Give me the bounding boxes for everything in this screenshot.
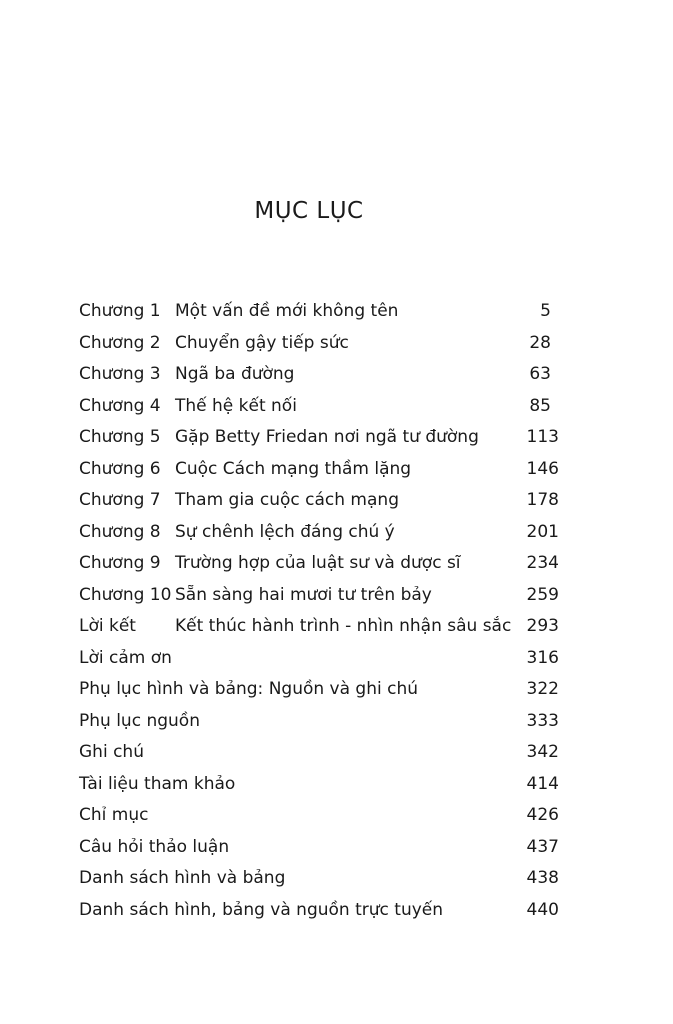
toc-entry-page: 322 xyxy=(526,679,559,699)
toc-entry-title: Sẵn sàng hai mươi tư trên bảy xyxy=(175,584,432,605)
toc-entry-page: 201 xyxy=(526,521,559,542)
toc-entry-page: 333 xyxy=(526,710,559,731)
toc-entry-page: 113 xyxy=(526,427,559,447)
toc-entry xyxy=(79,863,559,895)
toc-entry-page: 438 xyxy=(526,868,559,888)
toc-entry xyxy=(79,769,559,801)
toc-entry-page: 342 xyxy=(526,742,559,762)
toc-entry-page: 5 xyxy=(540,301,551,321)
toc-entry-title: Phụ lục nguồn xyxy=(79,710,200,731)
toc-entry-page: 28 xyxy=(529,332,551,353)
toc-entry-page: 316 xyxy=(526,647,559,668)
toc-entry-title: Trường hợp của luật sư và dược sĩ xyxy=(175,553,461,573)
toc-entry-title: Chuyển gậy tiếp sức xyxy=(175,332,349,353)
toc-entry xyxy=(79,391,559,423)
toc-entry-title: Sự chênh lệch đáng chú ý xyxy=(175,521,395,542)
toc-entry xyxy=(79,832,559,864)
table-of-contents xyxy=(79,296,559,926)
toc-entry-title: Tài liệu tham khảo xyxy=(79,773,236,794)
toc-entry-label: Chương 1 xyxy=(79,301,161,321)
toc-entry-label: Chương 9 xyxy=(79,553,161,573)
toc-entry-label: Chương 5 xyxy=(79,427,161,447)
toc-entry-title: Kết thúc hành trình - nhìn nhận sâu sắc xyxy=(175,616,512,636)
toc-entry-label: Chương 4 xyxy=(79,395,161,416)
toc-entry xyxy=(79,454,559,486)
toc-entry-page: 234 xyxy=(526,553,559,573)
toc-entry-page: 85 xyxy=(529,395,551,416)
toc-entry xyxy=(79,643,559,675)
toc-entry-page: 440 xyxy=(526,899,559,920)
toc-entry-label: Chương 3 xyxy=(79,364,161,384)
toc-entry-title: Một vấn đề mới không tên xyxy=(175,301,399,321)
toc-entry-page: 259 xyxy=(526,584,559,605)
toc-entry xyxy=(79,517,559,549)
toc-entry-title: Ngã ba đường xyxy=(175,364,295,384)
toc-entry xyxy=(79,737,559,769)
toc-entry-title: Ghi chú xyxy=(79,742,144,762)
toc-entry-label: Chương 2 xyxy=(79,332,161,353)
toc-entry-label: Chương 10 xyxy=(79,584,172,605)
toc-entry-title: Câu hỏi thảo luận xyxy=(79,836,230,857)
page-title: MỤC LỤC xyxy=(254,198,364,224)
toc-entry-title: Tham gia cuộc cách mạng xyxy=(175,490,399,510)
toc-entry-label: Chương 7 xyxy=(79,490,161,510)
toc-entry-page: 146 xyxy=(526,458,559,479)
toc-entry-title: Danh sách hình, bảng và nguồn trực tuyến xyxy=(79,899,444,920)
toc-entry-page: 437 xyxy=(526,836,559,857)
toc-entry xyxy=(79,422,559,454)
toc-entry-title: Chỉ mục xyxy=(79,805,149,825)
toc-entry xyxy=(79,580,559,612)
toc-entry-label: Chương 6 xyxy=(79,458,161,479)
toc-entry xyxy=(79,328,559,360)
toc-entry-page: 178 xyxy=(526,490,559,510)
toc-entry xyxy=(79,800,559,832)
toc-entry-title: Phụ lục hình và bảng: Nguồn và ghi chú xyxy=(79,679,419,699)
toc-entry xyxy=(79,485,559,517)
toc-entry xyxy=(79,895,559,927)
toc-entry-label: Chương 8 xyxy=(79,521,161,542)
toc-entry xyxy=(79,359,559,391)
toc-entry-page: 293 xyxy=(526,616,559,636)
toc-entry-page: 414 xyxy=(526,773,559,794)
toc-entry-page: 426 xyxy=(526,805,559,825)
toc-entry xyxy=(79,611,559,643)
toc-entry-title: Danh sách hình và bảng xyxy=(79,868,286,888)
toc-entry xyxy=(79,296,559,328)
toc-entry-title: Thế hệ kết nối xyxy=(175,395,297,416)
toc-entry-page: 63 xyxy=(529,364,551,384)
toc-entry xyxy=(79,674,559,706)
toc-entry-title: Gặp Betty Friedan nơi ngã tư đường xyxy=(175,427,479,447)
toc-entry-title: Cuộc Cách mạng thầm lặng xyxy=(175,458,412,479)
toc-entry-label: Lời kết xyxy=(79,616,136,636)
toc-entry xyxy=(79,706,559,738)
toc-entry xyxy=(79,548,559,580)
toc-entry-title: Lời cảm ơn xyxy=(79,647,172,668)
